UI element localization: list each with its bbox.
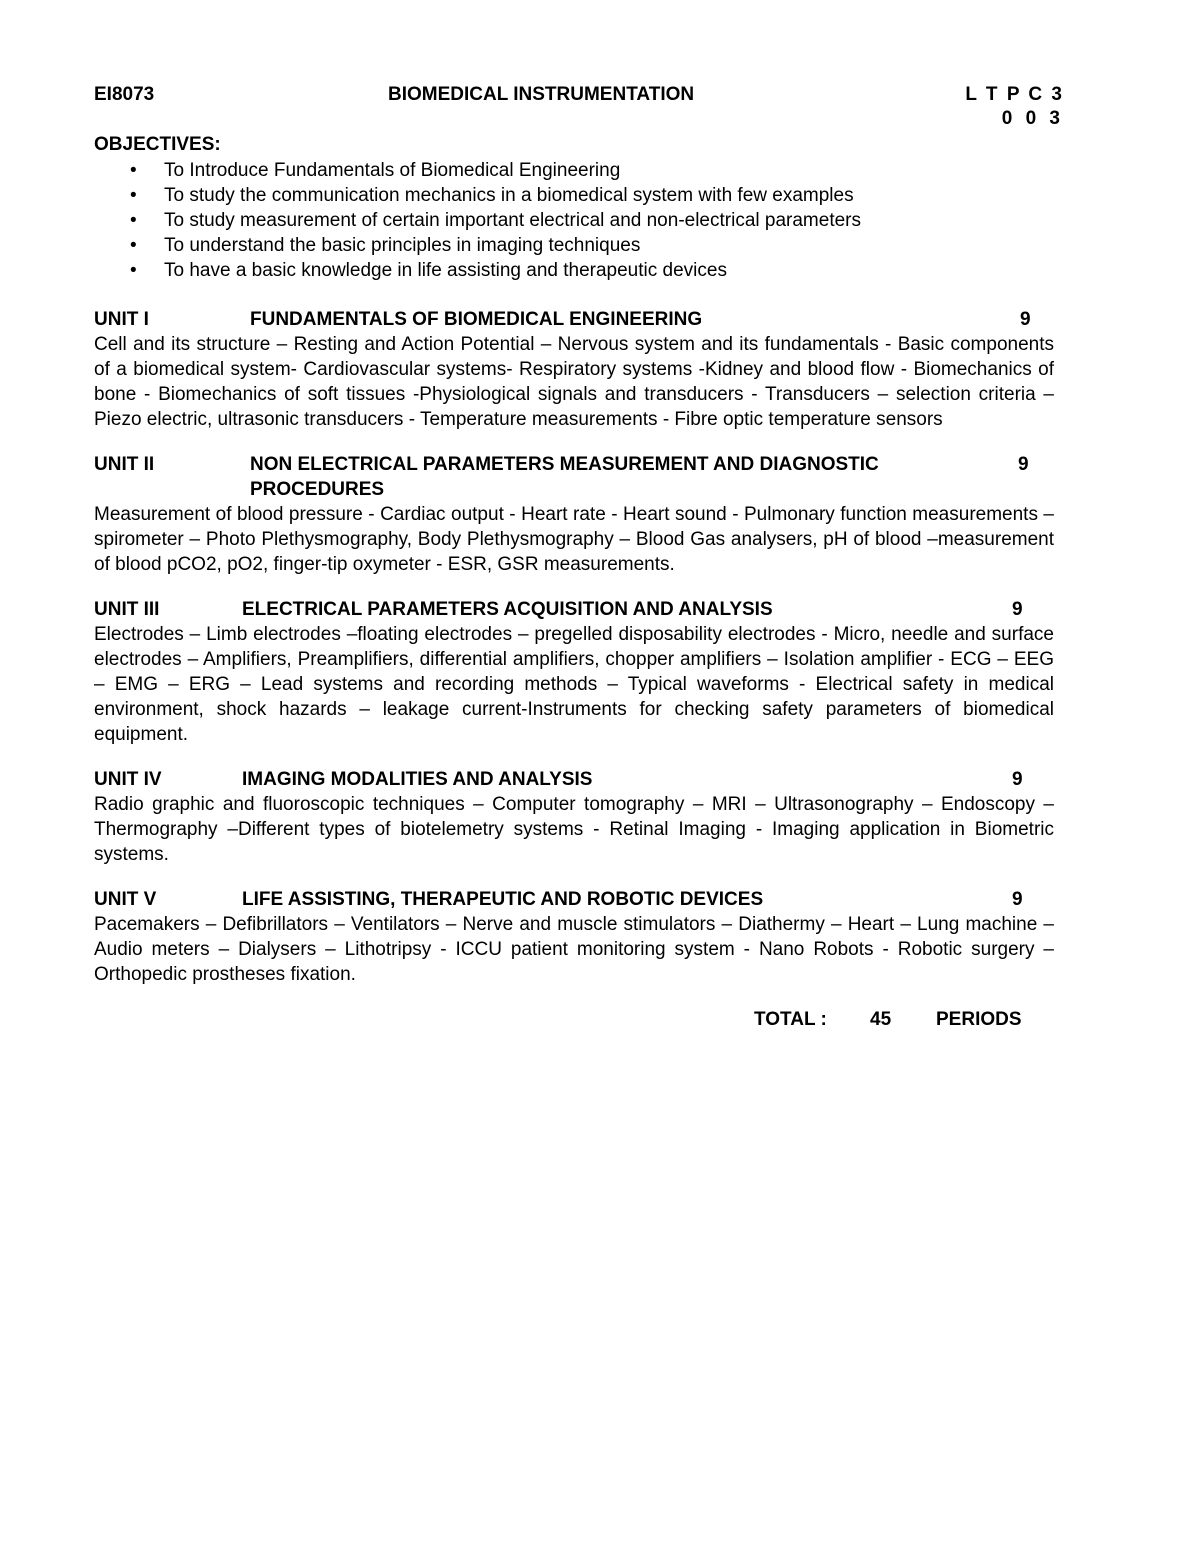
objective-item — [94, 208, 864, 233]
unit-title: LIFE ASSISTING, THERAPEUTIC AND ROBOTIC DEVICES — [242, 889, 764, 910]
bullet-icon: • — [130, 235, 137, 256]
unit-heading — [94, 597, 1054, 622]
bullet-icon: • — [130, 260, 137, 281]
unit-section — [94, 452, 1054, 577]
unit-hours: 9 — [1020, 309, 1031, 330]
unit-content: Cell and its structure – Resting and Action Potential – Nervous system and its fundamentals - Basic components of a biomedical system- Cardiovascular systems- Respiratory systems -Kidney and blood flow - Biomechanics of bone - Biomechanics of soft tissues -Physiological signals and transducers - Transducers – selection criteria – Piezo electric, ultrasonic transducers - Temperature measurements - Fibre optic temperature sensors — [94, 334, 1054, 430]
ltpc-label: L T P C 3 — [965, 84, 1064, 105]
unit-section — [94, 597, 1054, 747]
unit-heading — [94, 452, 1054, 502]
unit-id: UNIT I — [94, 309, 149, 330]
unit-heading — [94, 767, 1054, 792]
bullet-icon: • — [130, 185, 137, 206]
unit-id: UNIT V — [94, 889, 157, 910]
course-code: EI8073 — [94, 84, 155, 105]
unit-id: UNIT IV — [94, 769, 162, 790]
unit-title: ELECTRICAL PARAMETERS ACQUISITION AND ANALYSIS — [242, 599, 773, 620]
unit-title: IMAGING MODALITIES AND ANALYSIS — [242, 769, 593, 790]
objective-text: To study measurement of certain important electrical and non-electrical parameters — [164, 210, 861, 231]
unit-section — [94, 767, 1054, 867]
unit-title: FUNDAMENTALS OF BIOMEDICAL ENGINEERING — [250, 309, 703, 330]
course-header — [94, 82, 1064, 108]
unit-content: Measurement of blood pressure - Cardiac output - Heart rate - Heart sound - Pulmonary function measurements – spirometer – Photo Plethysmography, Body Plethysmography – Blood Gas analysers, pH of blood –measurement of blood pCO2, pO2, finger-tip oxymeter - ESR, GSR measurements. — [94, 504, 1054, 575]
unit-id: UNIT II — [94, 454, 155, 475]
objective-item — [94, 258, 864, 283]
unit-hours: 9 — [1012, 889, 1023, 910]
total-label: TOTAL : — [754, 1009, 827, 1030]
objectives-heading: OBJECTIVES: — [94, 134, 221, 155]
unit-id: UNIT III — [94, 599, 160, 620]
unit-section — [94, 887, 1054, 987]
objectives-list — [94, 158, 1054, 283]
course-title: BIOMEDICAL INSTRUMENTATION — [388, 84, 695, 105]
unit-heading — [94, 887, 1054, 912]
total-value: 45 — [870, 1009, 892, 1030]
bullet-icon: • — [130, 210, 137, 231]
unit-section — [94, 307, 1054, 432]
unit-title: NON ELECTRICAL PARAMETERS MEASUREMENT AND DIAGNOSTIC PROCEDURES — [250, 454, 879, 500]
bullet-icon: • — [130, 160, 137, 181]
unit-content: Pacemakers – Defibrillators – Ventilators – Nerve and muscle stimulators – Diathermy – Heart – Lung machine – Audio meters – Dialysers – Lithotripsy - ICCU patient monitoring system - Nano Robots - Robotic surgery –Orthopedic prostheses fixation. — [94, 914, 1054, 985]
unit-content: Electrodes – Limb electrodes –floating electrodes – pregelled disposability electrodes - Micro, needle and surface electrodes – Amplifiers, Preamplifiers, differential amplifiers, chopper amplifiers – Isolation amplifier - ECG – EEG – EMG – ERG – Lead systems and recording methods – Typical waveforms - Electrical safety in medical environment, shock hazards – leakage current-Instruments for checking safety parameters of biomedical equipment. — [94, 624, 1054, 745]
unit-heading — [94, 307, 1054, 332]
objective-text: To have a basic knowledge in life assisting and therapeutic devices — [164, 260, 727, 281]
objective-item — [94, 158, 864, 183]
total-unit: PERIODS — [936, 1009, 1022, 1030]
objective-item — [94, 183, 864, 208]
unit-hours: 9 — [1012, 769, 1023, 790]
unit-hours: 9 — [1018, 454, 1029, 475]
objective-text: To understand the basic principles in imaging techniques — [164, 235, 641, 256]
objective-text: To study the communication mechanics in a biomedical system with few examples — [164, 185, 854, 206]
objective-item — [94, 233, 864, 258]
objective-text: To Introduce Fundamentals of Biomedical Engineering — [164, 160, 621, 181]
ltpc-values: 0 0 3 — [1001, 108, 1064, 129]
unit-content: Radio graphic and fluoroscopic techniques – Computer tomography – MRI – Ultrasonography – Endoscopy – Thermography –Different types of biotelemetry systems - Retinal Imaging - Imaging application in Biometric systems. — [94, 794, 1054, 865]
unit-hours: 9 — [1012, 599, 1023, 620]
total-periods — [94, 1007, 1054, 1033]
syllabus-page — [94, 82, 1064, 1033]
